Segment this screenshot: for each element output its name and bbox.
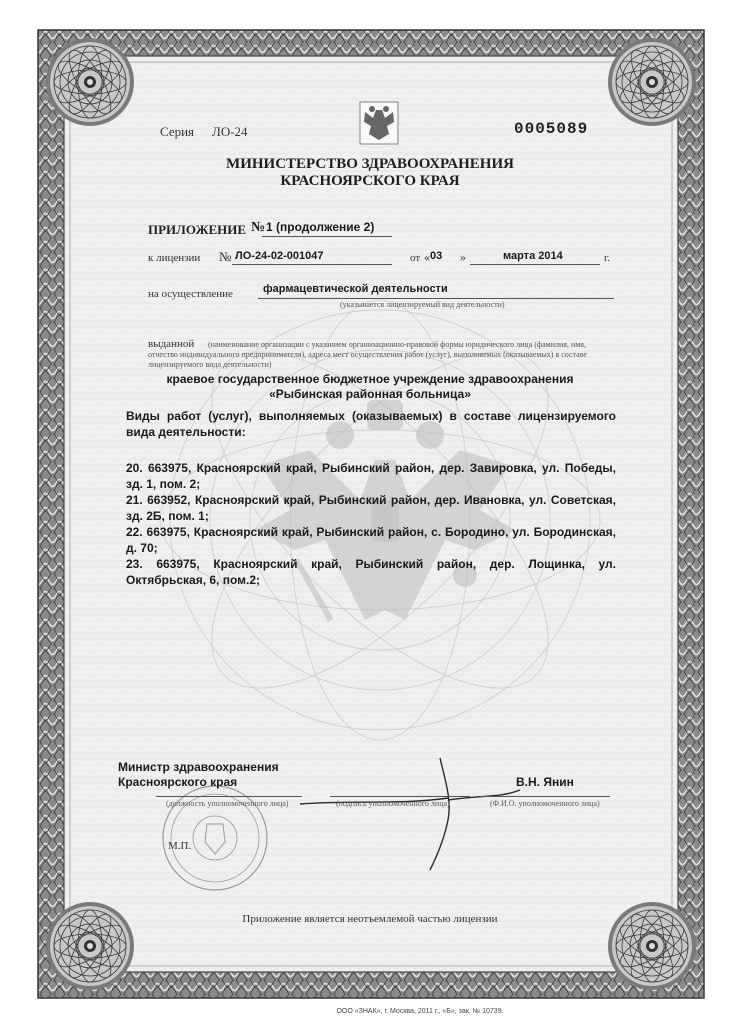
license-quote-open: «	[424, 250, 430, 264]
license-number: ЛО-24-02-001047	[235, 250, 324, 262]
works-heading: Виды работ (услуг), выполняемых (оказываемых) в составе лицензируемого вида деятельности:	[126, 409, 616, 439]
appendix-number: 1 (продолжение 2)	[266, 220, 375, 234]
license-quote-close: »	[460, 250, 466, 264]
ministry-line-1: МИНИСТЕРСТВО ЗДРАВООХРАНЕНИЯ	[226, 156, 514, 172]
list-item: 20. 663975, Красноярский край, Рыбинский район, дер. Завировка, ул. Победы, зд. 1, пом. 2;	[126, 461, 616, 491]
signatory-position-line-2: Красноярского края	[118, 775, 238, 789]
seal-label: М.П.	[168, 840, 192, 852]
ministry-title	[150, 156, 590, 190]
license-day: 03	[430, 250, 443, 262]
works-list	[126, 460, 616, 588]
list-item: 21. 663952, Красноярский край, Рыбинский район, дер. Ивановка, ул. Советская, зд. 2Б, пом. 1;	[126, 493, 616, 523]
position-caption: (должность уполномоченного лица)	[166, 799, 289, 808]
rosette-top-right-icon	[604, 34, 700, 130]
issued-label: выданной	[148, 338, 195, 350]
activity-label: на осуществление	[148, 288, 233, 300]
printer-note: ООО «ЗНАК», г. Москва, 2011 г., «Б», зак. № 10739.	[336, 1008, 504, 1015]
series-value: ЛО-24	[212, 124, 248, 139]
issued-caption: (наименование организации с указанием организационно-правовой формы юридического лица (фамилия, имя, отчество индивидуального предпринимателя), адреса мест осуществления работ (услуг), выполняемых (оказываемых) в составе лицензируемого вида деятельности)	[148, 340, 587, 369]
name-underline	[480, 796, 610, 797]
license-year-suffix: г.	[604, 252, 611, 264]
license-number-sign: №	[219, 249, 232, 264]
license-number-underline	[232, 264, 392, 265]
position-underline	[156, 796, 302, 797]
signatory-name: В.Н. Янин	[516, 775, 574, 789]
license-month-year: марта 2014	[503, 250, 563, 262]
signatory-position	[118, 760, 279, 790]
signature-caption: (подпись уполномоченного лица)	[336, 799, 450, 808]
rosette-bottom-right-icon	[604, 898, 700, 994]
appendix-underline	[262, 236, 392, 237]
rosette-bottom-left-icon	[42, 898, 138, 994]
license-date-underline	[470, 264, 600, 265]
organization-name	[120, 372, 620, 402]
name-caption: (Ф.И.О. уполномоченного лица)	[490, 799, 600, 808]
license-label: к лицензии	[148, 252, 201, 264]
list-item: 23. 663975, Красноярский край, Рыбинский район, дер. Лощинка, ул. Октябрьская, 6, пом.2;	[126, 557, 616, 587]
activity-caption: (указывается лицензируемый вид деятельности)	[340, 300, 505, 309]
license-from-label: от	[410, 252, 421, 264]
activity-value: фармацевтической деятельности	[263, 283, 448, 295]
organization-line-2: «Рыбинская районная больница»	[269, 387, 471, 401]
ministry-line-2: КРАСНОЯРСКОГО КРАЯ	[280, 173, 460, 189]
list-item: 22. 663975, Красноярский край, Рыбинский район, с. Бородино, ул. Бородинская, д. 70;	[126, 525, 616, 555]
appendix-number-sign: №	[251, 220, 266, 235]
rosette-top-left-icon	[42, 34, 138, 130]
signature-underline	[330, 796, 470, 797]
series-label: Серия	[160, 124, 195, 139]
activity-underline	[258, 298, 614, 299]
signatory-position-line-1: Министр здравоохранения	[118, 760, 279, 774]
blank-number: 0005089	[514, 120, 589, 138]
integral-part-note: Приложение является неотъемлемой частью лицензии	[242, 913, 498, 925]
appendix-label: ПРИЛОЖЕНИЕ	[148, 222, 247, 237]
organization-line-1: краевое государственное бюджетное учреждение здравоохранения	[166, 372, 574, 386]
